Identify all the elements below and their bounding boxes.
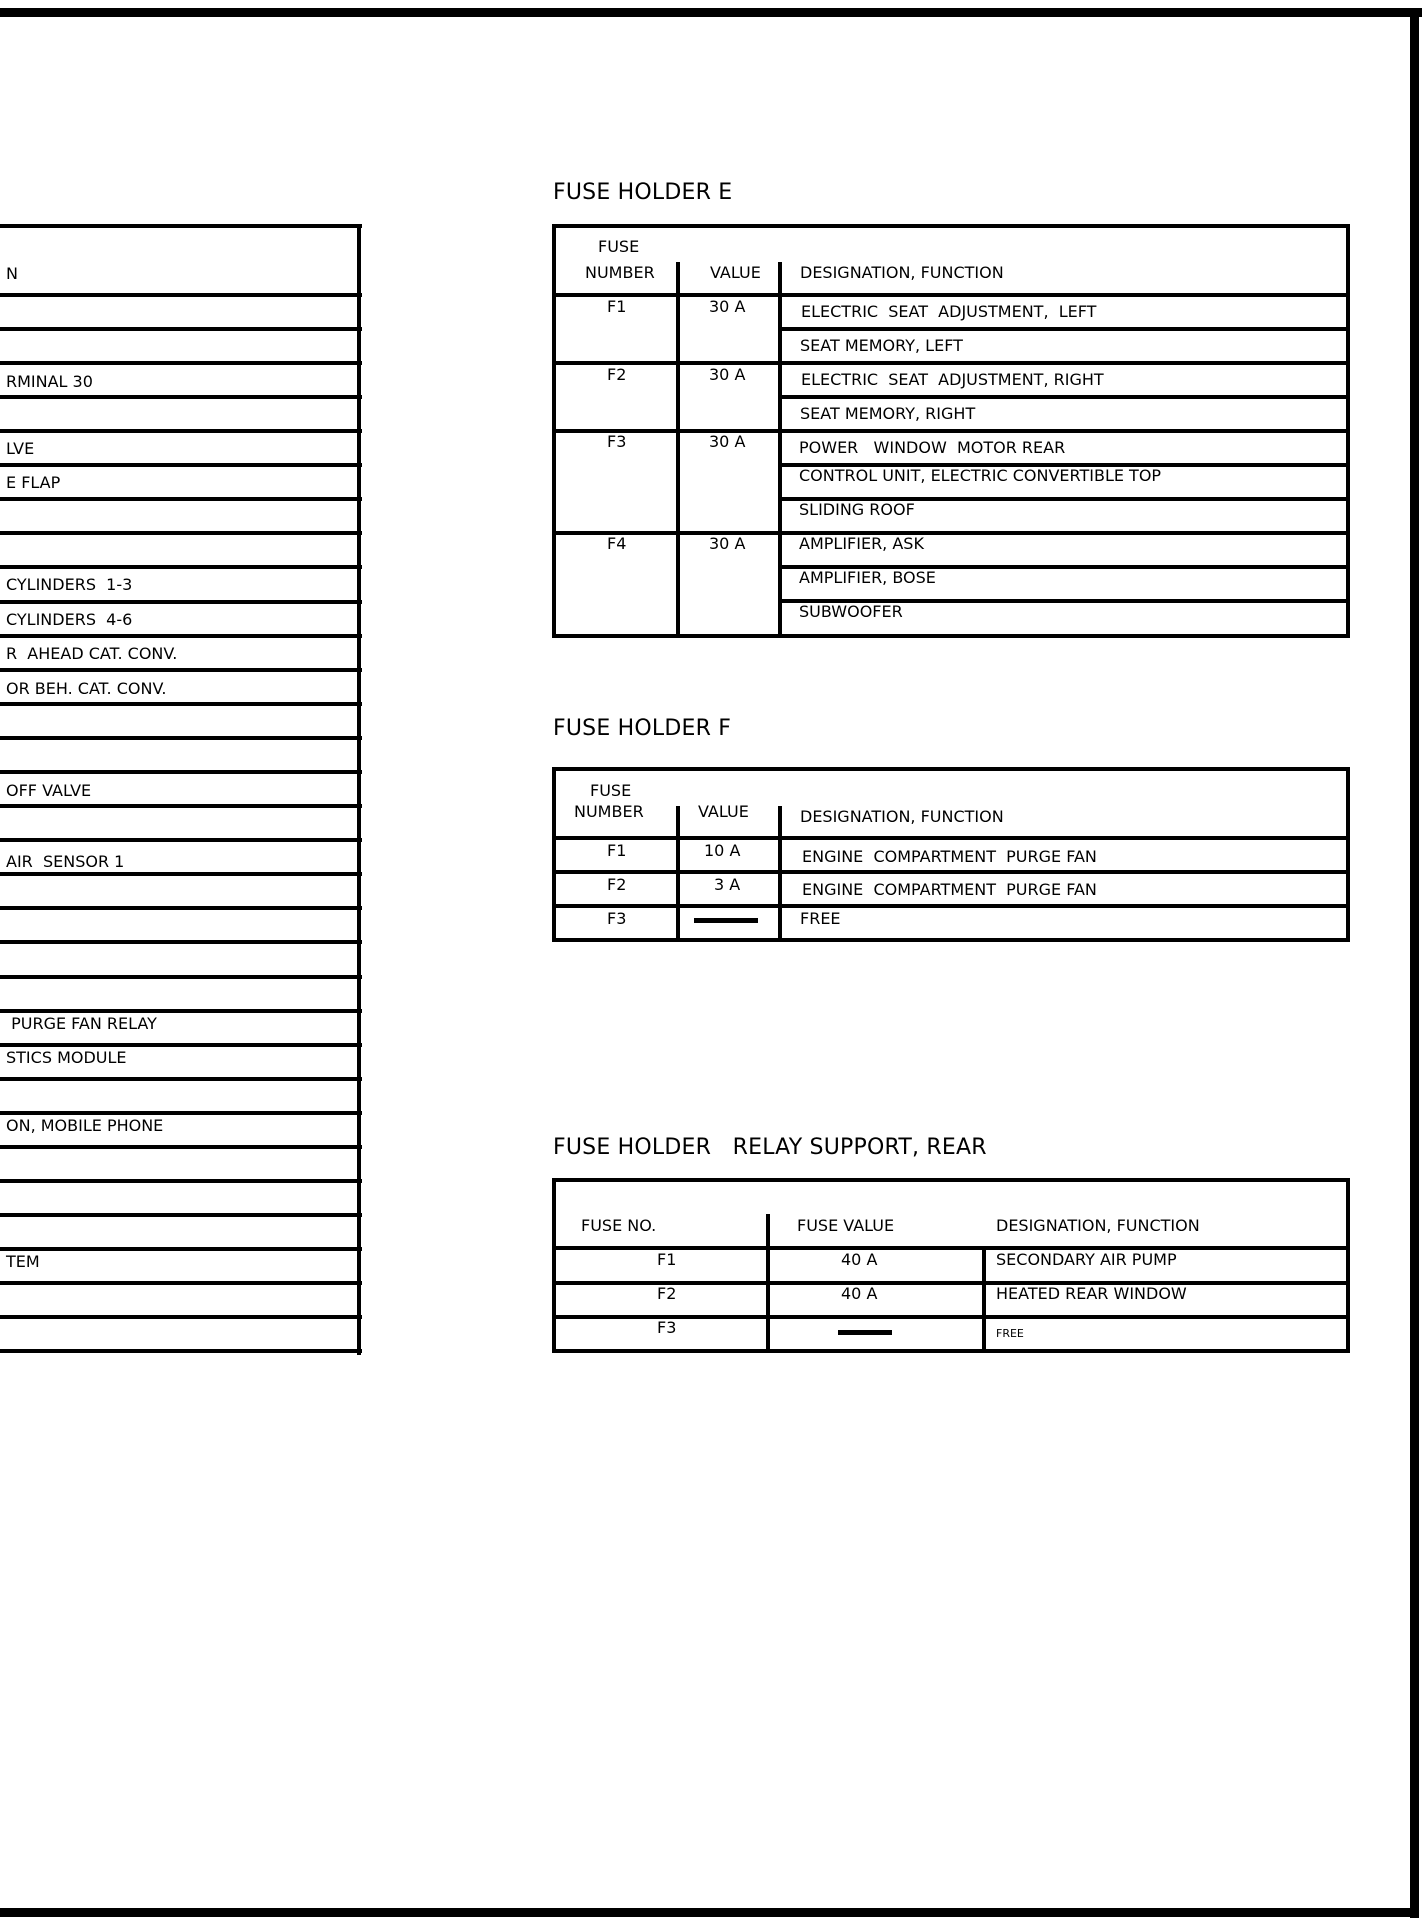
table-line [0, 1009, 362, 1013]
fuse-number: F3 [657, 1318, 677, 1337]
table-line [0, 940, 362, 944]
fuse-number: F4 [607, 534, 627, 553]
fuse-value: 40 A [841, 1284, 878, 1303]
left-table-row: OR BEH. CAT. CONV. [6, 679, 167, 698]
table-line [552, 904, 1350, 908]
table-line [0, 1043, 362, 1047]
table-line [0, 1179, 362, 1183]
table-line [0, 872, 362, 876]
table-line [552, 1178, 556, 1353]
fuse-number: F3 [607, 432, 627, 451]
fuse-function: ELECTRIC SEAT ADJUSTMENT, RIGHT [801, 370, 1104, 389]
table-line [552, 836, 1350, 840]
table-line [1346, 767, 1350, 942]
fuse-function: FREE [996, 1327, 1024, 1340]
table-line [778, 262, 782, 638]
fuse-value: 30 A [709, 432, 746, 451]
fuse-function: SEAT MEMORY, RIGHT [800, 404, 976, 423]
left-table-row: OFF VALVE [6, 781, 92, 800]
table-line [0, 1145, 362, 1149]
table-line [0, 906, 362, 910]
table-line [0, 497, 362, 501]
fuse-value: 3 A [714, 875, 741, 894]
header-designation: DESIGNATION, FUNCTION [800, 263, 1004, 282]
table-line [552, 361, 1350, 365]
fuse-function: SLIDING ROOF [799, 500, 915, 519]
fuse-function: SEAT MEMORY, LEFT [800, 336, 963, 355]
table-line [676, 262, 680, 638]
table-line [0, 1111, 362, 1115]
table-line [0, 975, 362, 979]
table-line [0, 634, 362, 638]
header-fuse: FUSE [590, 781, 632, 800]
left-table-row: RMINAL 30 [6, 372, 93, 391]
fuse-number: F3 [607, 909, 627, 928]
fuse-number: F2 [657, 1284, 677, 1303]
fuse-holder-f-title: FUSE HOLDER F [553, 716, 732, 741]
header-designation: DESIGNATION, FUNCTION [996, 1216, 1200, 1235]
left-table-row: AIR SENSOR 1 [6, 852, 125, 871]
header-number: NUMBER [574, 802, 644, 821]
fuse-function: AMPLIFIER, BOSE [799, 568, 936, 587]
table-line [0, 1247, 362, 1251]
table-right-border [357, 224, 361, 1355]
left-table-row: CYLINDERS 4-6 [6, 610, 133, 629]
table-line [0, 327, 362, 331]
fuse-function: HEATED REAR WINDOW [996, 1284, 1187, 1303]
table-line [552, 293, 1350, 297]
table-line [552, 224, 1350, 228]
table-line [0, 1315, 362, 1319]
table-line [0, 395, 362, 399]
left-table-header-fragment: N [6, 264, 18, 283]
fuse-function: SECONDARY AIR PUMP [996, 1250, 1177, 1269]
page-border-top [0, 8, 1422, 17]
fuse-function: POWER WINDOW MOTOR REAR [799, 438, 1066, 457]
header-value: VALUE [698, 802, 749, 821]
table-line [0, 600, 362, 604]
header-designation: DESIGNATION, FUNCTION [800, 807, 1004, 826]
table-line [0, 531, 362, 535]
table-line [552, 767, 1350, 771]
table-line [0, 429, 362, 433]
table-line [552, 938, 1350, 942]
left-table-row: STICS MODULE [6, 1048, 127, 1067]
fuse-function: FREE [800, 909, 841, 928]
table-line [0, 1349, 362, 1353]
left-table-row: R AHEAD CAT. CONV. [6, 644, 178, 663]
left-table-row: ON, MOBILE PHONE [6, 1116, 164, 1135]
fuse-number: F2 [607, 875, 627, 894]
table-line [778, 327, 1350, 331]
page-border-bottom [0, 1908, 1419, 1917]
fuse-function: SUBWOOFER [799, 602, 903, 621]
table-line [552, 429, 1350, 433]
table-line [552, 1178, 1350, 1182]
table-line [0, 736, 362, 740]
fuse-number: F1 [607, 841, 627, 860]
fuse-function: ENGINE COMPARTMENT PURGE FAN [802, 847, 1097, 866]
header-value: VALUE [710, 263, 761, 282]
fuse-function: ENGINE COMPARTMENT PURGE FAN [802, 880, 1097, 899]
table-line [552, 531, 1350, 535]
fuse-value: 40 A [841, 1250, 878, 1269]
no-value-dash [694, 918, 758, 923]
table-line [676, 806, 680, 942]
table-line [552, 767, 556, 942]
fuse-value: 30 A [709, 534, 746, 553]
fuse-function: ELECTRIC SEAT ADJUSTMENT, LEFT [801, 302, 1097, 321]
table-line [0, 804, 362, 808]
fuse-value: 10 A [704, 841, 741, 860]
fuse-function: AMPLIFIER, ASK [799, 534, 924, 553]
fuse-number: F2 [607, 365, 627, 384]
left-table-row: LVE [6, 439, 35, 458]
no-value-dash [838, 1330, 892, 1335]
header-fuse-value: FUSE VALUE [797, 1216, 895, 1235]
table-line [0, 463, 362, 467]
table-line [552, 870, 1350, 874]
fuse-value: 30 A [709, 365, 746, 384]
table-line [0, 1077, 362, 1081]
header-number: NUMBER [585, 263, 655, 282]
table-line [982, 1248, 986, 1353]
table-line [0, 293, 362, 297]
left-table-row: PURGE FAN RELAY [6, 1014, 157, 1033]
left-table-row: CYLINDERS 1-3 [6, 575, 133, 594]
table-line [0, 668, 362, 672]
fuse-holder-e-title: FUSE HOLDER E [553, 180, 733, 205]
table-line [766, 1214, 770, 1353]
table-line [0, 770, 362, 774]
page-border-right [1410, 8, 1419, 1918]
header-fuse: FUSE [598, 237, 640, 256]
table-line [0, 224, 362, 228]
table-line [0, 1281, 362, 1285]
table-line [778, 806, 782, 942]
table-line [1346, 1178, 1350, 1353]
left-table-row: E FLAP [6, 473, 61, 492]
header-fuse-no: FUSE NO. [581, 1216, 657, 1235]
left-table-row: TEM [6, 1252, 40, 1271]
table-line [552, 634, 1350, 638]
table-line [778, 395, 1350, 399]
fuse-number: F1 [657, 1250, 677, 1269]
table-line [552, 1349, 1350, 1353]
fuse-holder-relay-title: FUSE HOLDER RELAY SUPPORT, REAR [553, 1135, 987, 1160]
table-line [0, 361, 362, 365]
fuse-number: F1 [607, 297, 627, 316]
table-line [0, 838, 362, 842]
fuse-function: CONTROL UNIT, ELECTRIC CONVERTIBLE TOP [799, 466, 1162, 485]
table-line [0, 565, 362, 569]
table-line [0, 702, 362, 706]
fuse-value: 30 A [709, 297, 746, 316]
table-line [0, 1213, 362, 1217]
